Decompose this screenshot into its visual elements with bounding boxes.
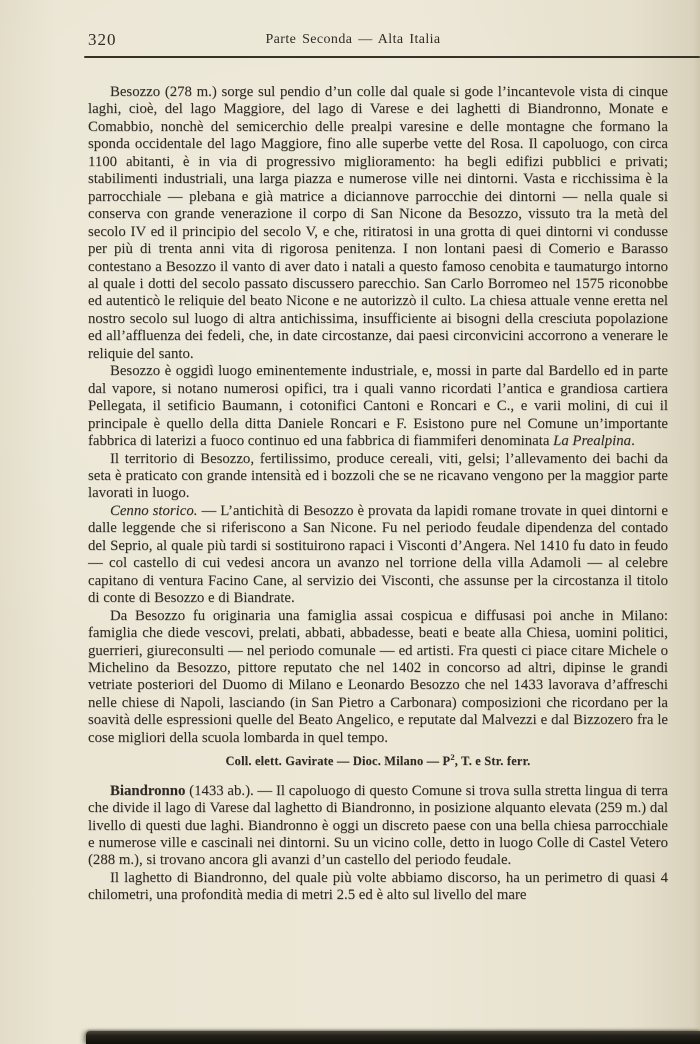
- entry-name-biandronno: Biandronno: [110, 782, 186, 799]
- text-segment: , T. e Str. ferr.: [454, 754, 531, 769]
- page-number: 320: [88, 30, 117, 49]
- paragraph-besozzo-intro: Besozzo (278 m.) sorge sul pendio d’un colle dal quale si gode l’incantevole vista di cinque laghi, cioè, del lago Maggiore, del lago di Varese e dei laghetti di Biandronno, Monate e Comabbio, nonchè del semicerchio delle prealpi varesine e delle montagne che formano la sponda occidentale del lago Maggiore, fino alle superbe vette del Rosa. Il capoluogo, con circa 1100 abitanti, è in via di progressivo miglioramento: ha begli edifizi pubblici e privati; stabilimenti industriali, una larga piazza e numerose ville nei dintorni. Vasta e ricchissima è la parrocchiale — plebana e già matrice a diciannove parrocchie dei dintorni — nella quale si conserva con grande venerazione il corpo di San Nicone da Besozzo, vissuto tra la metà del secolo IV ed il principio del secolo V, e che, ritiratosi in una grotta di quei dintorni vi condusse per più di trenta anni vita di rigorosa penitenza. I non lontani paesi di Comerio e Barasso contestano a Besozzo il vanto di aver dato i natali a questo famoso cenobita e taumaturgo intorno al quale i dotti del secolo passato discussero parecchio. San Carlo Borromeo nel 1575 riconobbe ed autenticò le reliquie del beato Nicone e ne autorizzò il culto. La chiesa attuale venne eretta nel nostro secolo sul luogo di altra antichissima, insufficiente ai bisogni della cresciuta popolazione ed all’affluenza dei fedeli, che, in date circostanze, dai paesi circonvicini accorrono a venerare le reliquie del santo.: [88, 84, 668, 362]
- paragraph-biandronno-intro: [88, 783, 668, 870]
- header-rule: [84, 56, 700, 58]
- page-text-block: [88, 84, 668, 905]
- running-header: [88, 30, 688, 52]
- running-header-title: Parte Seconda — Alta Italia: [265, 32, 441, 47]
- text-segment: (1433 ab.). — Il capoluogo di questo Comune si trova sulla stretta lingua di terra che divide il lago di Varese dal laghetto di Biandronno, in posizione alquanto elevata (259 m.) dal livello di questi due laghi. Biandronno è oggi un discreto paese con una bella chiesa parrocchiale e numerose ville e cascinali nei dintorni. Su un vicino colle, detto in luogo Colle di Castel Vetero (288 m.), si trovano ancora gli avanzi d’un castello del periodo feudale.: [88, 782, 668, 869]
- text-segment: — L’antichità di Besozzo è provata da lapidi romane trovate in quei dintorni e dalle leggende che si riferiscono a San Nicone. Fu nel periodo feudale dipendenza del contado del Seprio, al quale più tardi si sostituirono rapaci i Visconti d’Angera. Nel 1410 fu dato in feudo — col castello di cui vedesi ancora un avanzo nel torrione della villa Adamoli — al celebre capitano di ventura Facino Cane, al servizio dei Visconti, che assunse per la circostanza il titolo di conte di Besozzo e di Biandrate.: [88, 502, 669, 607]
- paragraph-biandronno-lake: Il laghetto di Biandronno, del quale più volte abbiamo discorso, ha un perimetro di quasi 4 chilometri, una profondità media di metri 2.5 ed è alto sul livello del mare: [88, 869, 668, 904]
- scan-edge-shadow: [86, 1031, 700, 1044]
- paragraph-besozzo-history: [88, 503, 668, 608]
- admin-note: [88, 753, 668, 770]
- paragraph-besozzo-industry: [88, 363, 668, 450]
- superscript-2: 2: [450, 752, 455, 763]
- text-segment: Coll. elett. Gavirate — Dioc. Milano — P: [225, 754, 451, 769]
- paragraph-besozzo-territory: Il territorio di Besozzo, fertilissimo, produce cereali, viti, gelsi; l’allevamento dei bachi da seta è praticato con grande intensità ed i bozzoli che se ne ricavano vengono per la maggior parte lavorati in luogo.: [88, 450, 668, 502]
- text-segment: Besozzo è oggidì luogo eminentemente industriale, e, mossi in parte dal Bardello ed in parte dal vapore, si notano numerosi opifici, tra i quali vanno ricordati l’antica e grandiosa cartiera Pellegata, il setificio Baumann, i cotonifici Cantoni e Roncari e C., e varii molini, di cui il principale è quello della ditta Daniele Roncari e F. Esistono pure nel Comune un’importante fabbrica di laterizi a fuoco continuo ed una fabbrica di fiammiferi denominata: [88, 363, 668, 450]
- text-segment: .: [631, 433, 635, 450]
- italic-lead-cenno-storico: Cenno storico.: [110, 502, 198, 519]
- paragraph-besozzo-family: Da Besozzo fu originaria una famiglia assai cospicua e diffusasi poi anche in Milano: famiglia che diede vescovi, prelati, abbati, abbadesse, beati e beate alla Chiesa, uomini politici, guerrieri, giureconsulti — nel periodo comunale — ed artisti. Fra questi ci piace citare Michele o Michelino da Besozzo, pittore reputato che nel 1402 in concorso ad altri, dipinse le grandi vetriate posteriori del Duomo di Milano e Leonardo Besozzo che nel 1433 lavorava d’affreschi nelle chiese di Napoli, lasciando (in San Pietro a Carbonara) composizioni che ricordano per la soavità delle espressioni quelle del Beato Angelico, e reputate dal Malvezzi e dal Bizzozero fra le cose migliori della scuola lombarda in quel tempo.: [88, 607, 668, 746]
- italic-title-la-prealpina: La Prealpina: [553, 433, 632, 450]
